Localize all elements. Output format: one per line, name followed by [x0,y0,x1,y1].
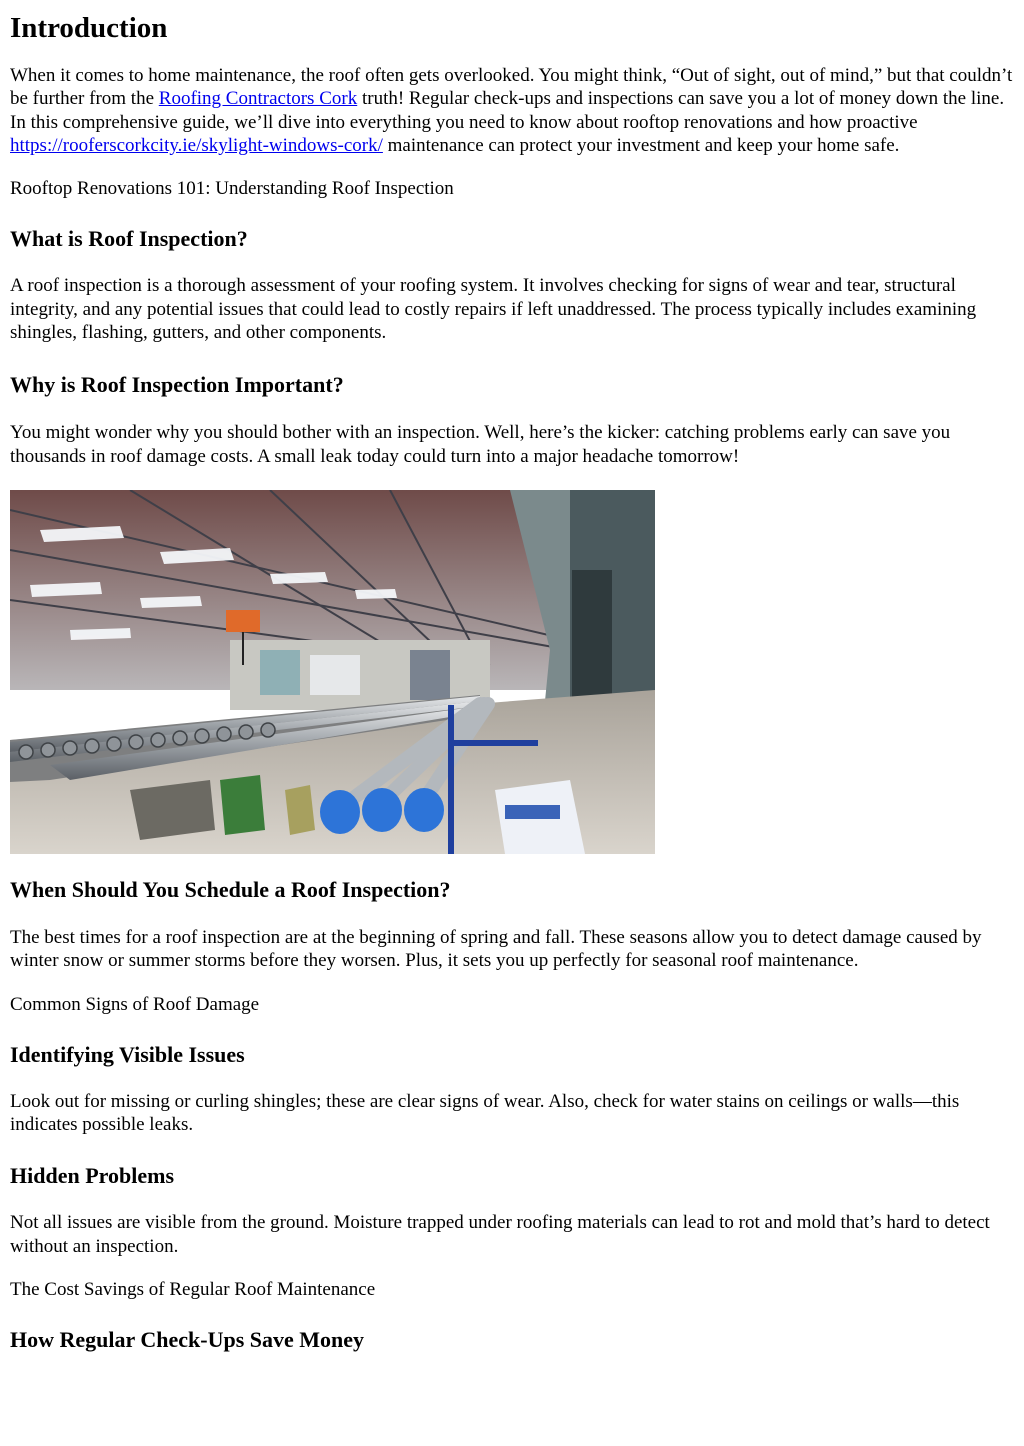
intro-text-3: maintenance can protect your investment and keep your home safe. [382,134,900,156]
paragraph-visible-issues: Look out for missing or curling shingles; these are clear signs of wear. Also, check for water stains on ceilings or walls—this indicates possible leaks. [10,1090,960,1136]
heading-when-schedule: When Should You Schedule a Roof Inspection? [10,876,451,902]
section-title-signs: Common Signs of Roof Damage [10,993,260,1015]
skylight-windows-link[interactable]: https://rooferscorkcity.ie/skylight-windows-cork/ [10,134,383,156]
heading-hidden-problems: Hidden Problems [10,1163,175,1189]
intro-text-2: truth! Regular check-ups and inspections can save you a lot of money down the line. In this comprehensive guide, we’ll dive into everything you need to know about rooftop renovations and how proactive [10,88,1005,133]
paragraph-what-is-inspection: A roof inspection is a thorough assessment of your roofing system. It involves checking for signs of wear and tear, structural integrity, and any potential issues that could lead to costly repairs if left unaddressed. The process typically includes examining shingles, flashing, gutters, and other components. [10,275,977,344]
heading-what-is-inspection: What is Roof Inspection? [10,226,248,252]
factory-interior-photo [10,490,655,854]
paragraph-hidden-problems: Not all issues are visible from the ground. Moisture trapped under roofing materials can lead to rot and mold that’s hard to detect without an inspection. [10,1212,990,1257]
intro-text-1: When it comes to home maintenance, the roof often gets overlooked. You might think, “Out of sight, out of mind,” but that couldn’t be further from the [10,65,1013,110]
paragraph-why-important: You might wonder why you should bother with an inspection. Well, here’s the kicker: catching problems early can save you thousands in roof damage costs. A small leak today could turn into a major headache tomorrow! [10,422,951,467]
roofing-contractors-link[interactable]: Roofing Contractors Cork [158,88,358,110]
section-title-inspection: Rooftop Renovations 101: Understanding Roof Inspection [10,178,454,200]
heading-visible-issues: Identifying Visible Issues [10,1041,245,1067]
heading-why-important: Why is Roof Inspection Important? [10,372,344,398]
paragraph-when-schedule: The best times for a roof inspection are at the beginning of spring and fall. These seasons allow you to detect damage caused by winter snow or summer storms before they worsen. Plus, it sets you up perfectly for seasonal roof maintenance. [10,926,982,972]
page-title: Introduction [10,12,168,44]
intro-paragraph [10,64,1014,157]
section-title-cost-savings: The Cost Savings of Regular Roof Maintenance [10,1279,376,1301]
heading-save-money: How Regular Check-Ups Save Money [10,1327,365,1353]
